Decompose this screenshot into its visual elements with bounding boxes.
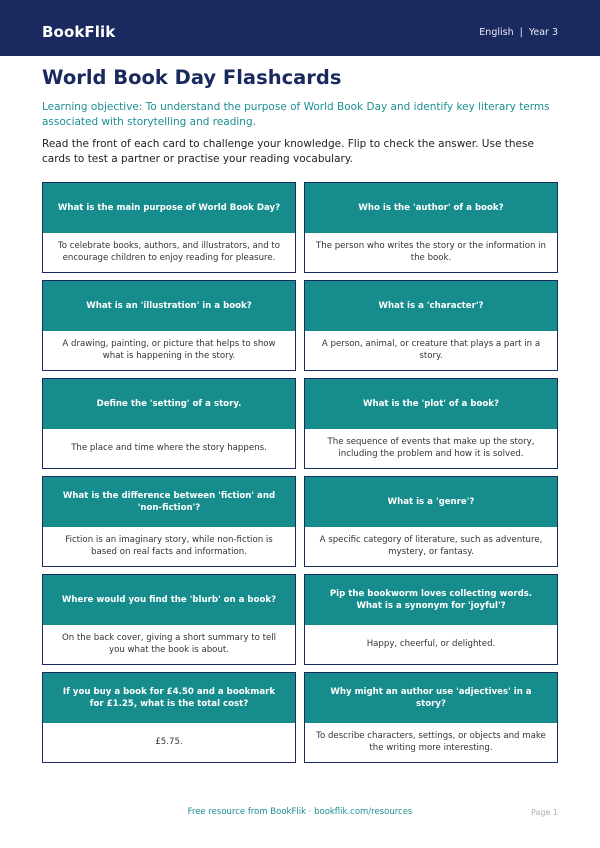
header-bar — [0, 0, 600, 56]
card-answer: On the back cover, giving a short summary to tell you what the book is about. — [61, 633, 277, 655]
flashcard[interactable] — [304, 672, 558, 763]
card-answer: To celebrate books, authors, and illustrators, and to encourage children to enjoy reading for pleasure. — [57, 241, 281, 263]
flashcard[interactable] — [304, 476, 558, 567]
card-question: What is the 'plot' of a book? — [305, 379, 557, 429]
card-question: Where would you find the 'blurb' on a book? — [43, 575, 295, 625]
card-answer: Fiction is an imaginary story, while non-fiction is based on real facts and information. — [65, 535, 273, 557]
card-question: Why might an author use 'adjectives' in a story? — [305, 673, 557, 723]
flashcard[interactable] — [42, 672, 296, 763]
card-answer: A person, animal, or creature that plays a part in a story. — [321, 339, 541, 361]
card-answer: Happy, cheerful, or delighted. — [366, 638, 496, 649]
card-answer: £5.75. — [155, 736, 183, 747]
year-label: Year 3 — [528, 27, 558, 38]
card-question: What is a 'genre'? — [305, 477, 557, 527]
card-answer: To describe characters, settings, or objects and make the writing more interesting. — [316, 731, 546, 753]
flashcard-grid — [42, 182, 558, 763]
flashcard[interactable] — [42, 476, 296, 567]
card-question: What is the main purpose of World Book Day? — [43, 183, 295, 233]
card-answer: A specific category of literature, such as adventure, mystery, or fantasy. — [319, 535, 543, 557]
footer-link[interactable]: Free resource from BookFlik · bookflik.com/resources — [187, 807, 413, 817]
separator: | — [519, 27, 523, 38]
card-question: What is the difference between 'fiction' and 'non-fiction'? — [43, 477, 295, 527]
flashcard[interactable] — [304, 574, 558, 665]
page-title: World Book Day Flashcards — [42, 66, 342, 89]
learning-objective: Learning objective: To understand the purpose of World Book Day and identify key literary terms associated with storytelling and reading. — [42, 101, 550, 128]
card-question: Define the 'setting' of a story. — [43, 379, 295, 429]
card-question: What is a 'character'? — [305, 281, 557, 331]
subject-label: English — [479, 27, 514, 38]
card-answer: The sequence of events that make up the story, including the problem and how it is solved. — [327, 437, 535, 459]
flashcard[interactable] — [304, 378, 558, 469]
flashcard[interactable] — [304, 280, 558, 371]
subject-year-label — [479, 27, 558, 38]
flashcard[interactable] — [42, 182, 296, 273]
flashcard[interactable] — [304, 182, 558, 273]
card-question: What is an 'illustration' in a book? — [43, 281, 295, 331]
page-number: Page 1 — [531, 808, 558, 817]
flashcard[interactable] — [42, 280, 296, 371]
flashcard[interactable] — [42, 574, 296, 665]
card-answer: The person who writes the story or the information in the book. — [316, 241, 546, 263]
card-question: Who is the 'author' of a book? — [305, 183, 557, 233]
card-answer: A drawing, painting, or picture that helps to show what is happening in the story. — [62, 339, 276, 361]
flashcard[interactable] — [42, 378, 296, 469]
instructions: Read the front of each card to challenge your knowledge. Flip to check the answer. Use these cards to test a partner or practise your reading vocabulary. — [42, 138, 534, 165]
card-question: Pip the bookworm loves collecting words. What is a synonym for 'joyful'? — [305, 575, 557, 625]
card-answer: The place and time where the story happens. — [71, 442, 267, 453]
card-question: If you buy a book for £4.50 and a bookmark for £1.25, what is the total cost? — [43, 673, 295, 723]
brand-logo[interactable]: BookFlik — [42, 23, 116, 41]
